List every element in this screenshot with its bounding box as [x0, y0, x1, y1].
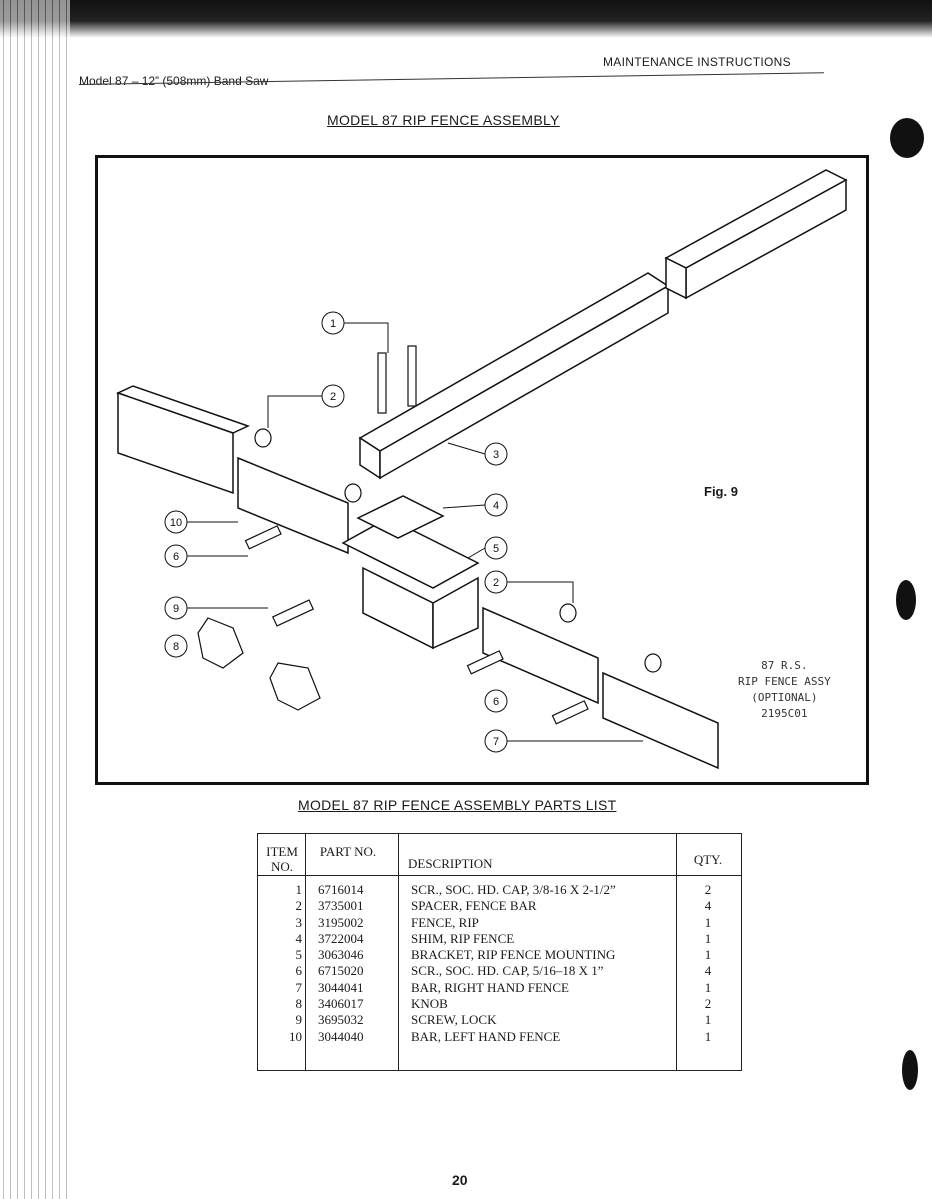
note-line-1: 87 R.S. [761, 659, 808, 672]
header-model: Model 87 – 12” (508mm) Band Saw [79, 74, 269, 88]
table-row: 4 3722004 SHIM, RIP FENCE 1 [295, 930, 712, 946]
header-section: MAINTENANCE INSTRUCTIONS [603, 55, 791, 69]
callout-text-5: 5 [492, 543, 500, 555]
figure-label: Fig. 9 [704, 484, 738, 499]
right-bar-2 [603, 673, 718, 768]
callout-text-2b: 2 [492, 577, 500, 589]
callout-text-3: 3 [492, 449, 500, 461]
spacer-2c [560, 604, 576, 622]
leader-2 [268, 396, 322, 428]
screw-6a [245, 526, 281, 549]
parts-list-title: MODEL 87 RIP FENCE ASSEMBLY PARTS LIST [298, 797, 617, 813]
leader-4 [443, 505, 485, 508]
parts-table [257, 833, 742, 1071]
leader-2b [507, 582, 573, 603]
spacer-2b [345, 484, 361, 502]
th-item: ITEM NO. [266, 844, 298, 874]
th-part: PART NO. [319, 844, 377, 859]
rip-fence-top [360, 273, 668, 451]
callout-text-9: 9 [172, 603, 180, 615]
table-row: 1 6716014 SCR., SOC. HD. CAP, 3/8-16 X 2-1/2” 2 [295, 882, 712, 897]
bracket-side [433, 578, 478, 648]
callout-text-8: 8 [172, 641, 180, 653]
leader-3 [448, 443, 485, 454]
spacer-2d [645, 654, 661, 672]
leader-1 [344, 323, 388, 353]
optional-note [738, 658, 831, 722]
leader-5 [468, 548, 485, 558]
parts-rows [258, 882, 741, 1045]
callout-text-1: 1 [329, 318, 337, 330]
table-row: 8 3406017 KNOB 2 [295, 996, 712, 1012]
page-title: MODEL 87 RIP FENCE ASSEMBLY [327, 112, 560, 128]
page-number: 20 [452, 1172, 468, 1188]
callout-text-10: 10 [169, 517, 183, 529]
note-line-3: (OPTIONAL) [751, 691, 818, 704]
table-row: 5 3063046 BRACKET, RIP FENCE MOUNTING 1 [295, 947, 712, 963]
screw-1b [408, 346, 416, 406]
table-row: 6 6715020 SCR., SOC. HD. CAP, 5/16–18 X 1” 4 [295, 963, 712, 979]
table-row: 7 3044041 BAR, RIGHT HAND FENCE 1 [295, 979, 712, 995]
header-divider [258, 875, 741, 876]
table-row: 2 3735001 SPACER, FENCE BAR 4 [295, 898, 712, 914]
knob-8b [270, 663, 320, 710]
callout-text-7: 7 [492, 736, 500, 748]
rip-fence-side [380, 286, 668, 478]
punch-hole-bottom [902, 1050, 918, 1090]
table-row: 9 3695032 SCREW, LOCK 1 [295, 1012, 712, 1028]
scan-top-shadow [0, 0, 932, 38]
screw-1a [378, 353, 386, 413]
callout-text-4: 4 [492, 500, 500, 512]
callout-text-2: 2 [329, 391, 337, 403]
exploded-diagram [95, 155, 869, 785]
note-line-2: RIP FENCE ASSY [738, 675, 831, 688]
knob-8a [198, 618, 243, 668]
spacer-2a [255, 429, 271, 447]
th-qty: QTY. [693, 852, 723, 867]
screw-6c [552, 701, 588, 724]
callout-text-6b: 6 [492, 696, 500, 708]
punch-hole-middle [896, 580, 916, 620]
lock-screw-9 [273, 600, 313, 626]
callout-text-6: 6 [172, 551, 180, 563]
binding-edge [0, 0, 70, 1199]
th-description: DESCRIPTION [408, 856, 493, 871]
note-line-4: 2195C01 [761, 707, 808, 720]
punch-hole-top [890, 118, 924, 158]
table-row: 3 3195002 FENCE, RIP 1 [295, 914, 712, 930]
table-row: 10 3044040 BAR, LEFT HAND FENCE 1 [289, 1028, 712, 1044]
